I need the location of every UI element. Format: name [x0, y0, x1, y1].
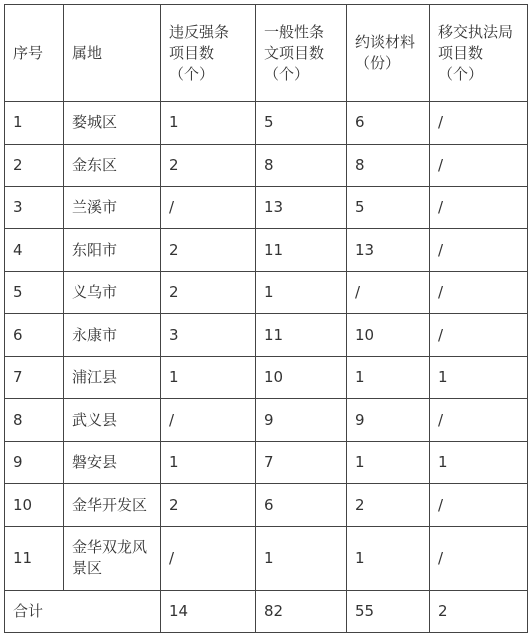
cell-transfer: /: [430, 484, 528, 526]
cell-strong: 1: [161, 441, 256, 483]
total-talks: 55: [347, 590, 430, 632]
cell-area: [64, 484, 161, 526]
cell-area-line: 武义县: [72, 410, 118, 429]
cell-talks: 5: [347, 187, 430, 229]
cell-transfer: 1: [430, 441, 528, 483]
cell-transfer: /: [430, 102, 528, 144]
cell-talks: 9: [347, 399, 430, 441]
cell-general: 7: [256, 441, 347, 483]
cell-area-line: 金华双龙风: [72, 538, 148, 557]
cell-area-line: 义乌市: [72, 283, 118, 302]
data-rows: [5, 102, 528, 590]
cell-area: [64, 314, 161, 356]
cell-general: 8: [256, 144, 347, 186]
header-transfer: [430, 5, 528, 102]
cell-strong: 2: [161, 271, 256, 313]
table-row: [5, 399, 528, 441]
cell-no: 8: [5, 399, 64, 441]
cell-general: 6: [256, 484, 347, 526]
cell-talks: 1: [347, 356, 430, 398]
cell-general: 13: [256, 187, 347, 229]
total-general: 82: [256, 590, 347, 632]
cell-strong: 1: [161, 356, 256, 398]
cell-area-line: 磐安县: [72, 453, 118, 472]
cell-talks: 1: [347, 441, 430, 483]
cell-strong: 3: [161, 314, 256, 356]
header-talks-line-2: （份）: [355, 54, 401, 73]
cell-strong: 2: [161, 144, 256, 186]
header-strong: [161, 5, 256, 102]
header-transfer-line-3: （个）: [438, 64, 484, 83]
header-talks: [347, 5, 430, 102]
cell-strong: /: [161, 187, 256, 229]
cell-no: 3: [5, 187, 64, 229]
header-general: [256, 5, 347, 102]
cell-transfer: /: [430, 526, 528, 590]
cell-general: 9: [256, 399, 347, 441]
cell-transfer: /: [430, 314, 528, 356]
table-row: [5, 314, 528, 356]
header-transfer-line-2: 项目数: [438, 43, 484, 62]
cell-area: [64, 102, 161, 144]
header-general-line-2: 文项目数: [264, 43, 325, 62]
cell-area-line: 景区: [72, 559, 103, 578]
table-row: [5, 187, 528, 229]
header-strong-line-2: 项目数: [169, 43, 215, 62]
cell-area-line: 兰溪市: [72, 198, 118, 217]
cell-talks: 10: [347, 314, 430, 356]
cell-talks: 8: [347, 144, 430, 186]
table-row: [5, 271, 528, 313]
header-general-line-3: （个）: [264, 64, 310, 83]
cell-area: [64, 399, 161, 441]
cell-no: 2: [5, 144, 64, 186]
header-general-line-1: 一般性条: [264, 22, 325, 41]
cell-strong: /: [161, 399, 256, 441]
cell-transfer: /: [430, 271, 528, 313]
cell-area: [64, 144, 161, 186]
cell-area: [64, 526, 161, 590]
cell-strong: 2: [161, 484, 256, 526]
header-strong-line-1: 违反强条: [169, 22, 230, 41]
cell-no: 7: [5, 356, 64, 398]
cell-talks: 13: [347, 229, 430, 271]
table-row: [5, 144, 528, 186]
cell-transfer: 1: [430, 356, 528, 398]
header-transfer-line-1: 移交执法局: [438, 22, 514, 41]
cell-area: [64, 187, 161, 229]
cell-area-line: 浦江县: [72, 368, 118, 387]
header-no-line: 序号: [13, 43, 44, 62]
stats-table: [4, 4, 528, 633]
cell-transfer: /: [430, 187, 528, 229]
cell-no: 6: [5, 314, 64, 356]
cell-area-line: 婺城区: [72, 113, 118, 132]
cell-area-line: 金华开发区: [72, 495, 148, 514]
cell-general: 11: [256, 229, 347, 271]
total-transfer: 2: [430, 590, 528, 632]
cell-strong: 2: [161, 229, 256, 271]
table-row: [5, 356, 528, 398]
cell-talks: 1: [347, 526, 430, 590]
cell-talks: /: [347, 271, 430, 313]
total-row: [5, 590, 528, 632]
cell-general: 11: [256, 314, 347, 356]
cell-general: 5: [256, 102, 347, 144]
header-row: [5, 5, 528, 102]
cell-general: 1: [256, 526, 347, 590]
table-row: [5, 102, 528, 144]
cell-area: [64, 441, 161, 483]
cell-transfer: /: [430, 144, 528, 186]
cell-general: 10: [256, 356, 347, 398]
cell-transfer: /: [430, 399, 528, 441]
cell-area: [64, 271, 161, 313]
table-row: [5, 441, 528, 483]
cell-strong: /: [161, 526, 256, 590]
header-strong-line-3: （个）: [169, 64, 215, 83]
table-row: [5, 229, 528, 271]
header-area: [64, 5, 161, 102]
cell-strong: 1: [161, 102, 256, 144]
header-no: [5, 5, 64, 102]
cell-no: 11: [5, 526, 64, 590]
cell-no: 10: [5, 484, 64, 526]
header-talks-line-1: 约谈材料: [355, 33, 416, 52]
total-label: 合计: [5, 590, 161, 632]
cell-area-line: 永康市: [72, 325, 118, 344]
cell-talks: 2: [347, 484, 430, 526]
cell-area-line: 东阳市: [72, 240, 118, 259]
cell-no: 1: [5, 102, 64, 144]
table-row: [5, 484, 528, 526]
cell-general: 1: [256, 271, 347, 313]
table-row: [5, 526, 528, 590]
cell-no: 9: [5, 441, 64, 483]
cell-area-line: 金东区: [72, 155, 118, 174]
cell-area: [64, 229, 161, 271]
cell-no: 4: [5, 229, 64, 271]
cell-area: [64, 356, 161, 398]
cell-talks: 6: [347, 102, 430, 144]
cell-transfer: /: [430, 229, 528, 271]
cell-no: 5: [5, 271, 64, 313]
total-strong: 14: [161, 590, 256, 632]
header-area-line: 属地: [72, 43, 103, 62]
